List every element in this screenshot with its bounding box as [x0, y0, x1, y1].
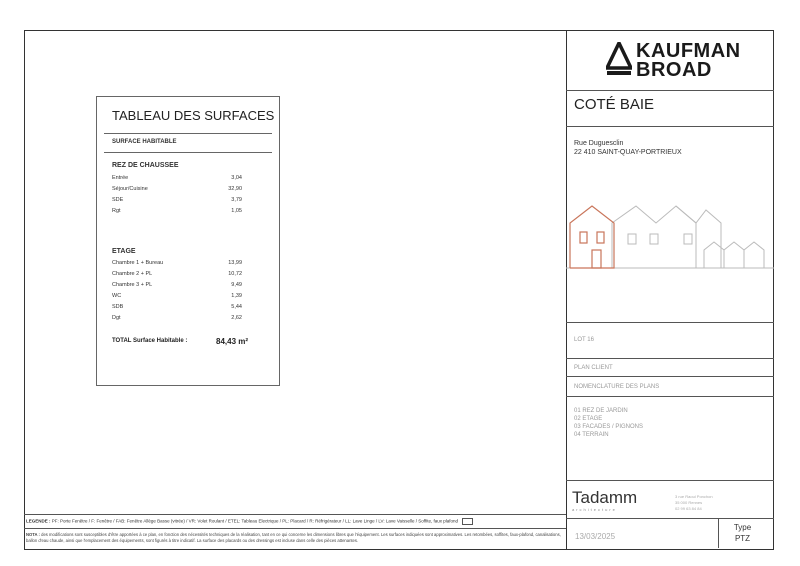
architect-address: [675, 494, 713, 512]
room-area: 5,44: [231, 304, 242, 310]
room-name: Entrée: [112, 175, 129, 181]
room-area: 2,62: [231, 315, 242, 321]
room-name: Chambre 1 + Bureau: [112, 260, 164, 266]
total-value: 84,43 m²: [216, 337, 249, 346]
lot-number: LOT 16: [574, 337, 594, 343]
room-area: 32,90: [228, 186, 242, 192]
divider: [566, 396, 774, 397]
type-value: PTZ: [734, 534, 751, 543]
table-row: [112, 175, 242, 183]
room-area: 10,72: [228, 271, 242, 277]
table-title: TABLEAU DES SURFACES: [112, 108, 275, 123]
address-city: 22 410 SAINT-QUAY-PORTRIEUX: [574, 149, 682, 156]
room-name: SDE: [112, 197, 124, 203]
plan-item: 01 REZ DE JARDIN: [574, 408, 628, 414]
table-row: [112, 260, 242, 268]
room-area: 3,79: [231, 197, 242, 203]
table-row: [112, 293, 242, 301]
room-name: WC: [112, 293, 122, 299]
note-text: des modifications sont susceptibles d'être apportées à ce plan, en fonction des nécessités techniques de la réalisation, tant en ce qui concerne les dimensions libres que l'équipement. Les surfaces indiquées sont approximatives. Les retombées, soffites, faux-plafond, canalisations, ballon d'eau chaude, ainsi que l'emplacement des équipements, sont figurés à titre indicatif. La surface des placards ou des dressings est incluse dans celle des pièces attenantes.: [26, 532, 561, 543]
architect-addr-line: 3 rue Raoul Ponchon: [675, 494, 713, 499]
type-box: [718, 518, 766, 548]
legend-strip: [24, 514, 566, 528]
address-street: Rue Duguesclin: [574, 140, 624, 147]
table-row: [112, 208, 242, 216]
table-row: [112, 282, 242, 290]
legend-text: PF: Porte Fenêtre / F: Fenêtre / FAB: Fenêtre Allège Basse (vitrée) / VR: Volet Roulant / ETEL: Tableau Electrique / PL: Placard / R: Réfrigérateur / LL: Lave Linge / LV: Lave Vaisselle / Soffite, faux plafond: [51, 518, 458, 524]
table-row: [112, 186, 242, 194]
table-row: [112, 197, 242, 205]
plan-type: PLAN CLIENT: [574, 365, 613, 371]
total-label: TOTAL Surface Habitable :: [112, 338, 188, 344]
room-area: 3,04: [231, 175, 242, 181]
room-name: Chambre 2 + PL: [112, 271, 153, 277]
plans-list: [574, 407, 643, 439]
room-name: Rgt: [112, 208, 121, 214]
brand-line2: BROAD: [636, 59, 712, 81]
room-name: Dgt: [112, 315, 121, 321]
section-etage: ETAGE: [112, 248, 136, 255]
divider: [566, 376, 774, 377]
room-name: SDB: [112, 304, 124, 310]
table-divider: [104, 152, 272, 153]
note-label: NOTA :: [26, 532, 40, 537]
nomenclature-title: NOMENCLATURE DES PLANS: [574, 384, 660, 390]
brand-triangle-icon: [606, 42, 632, 76]
total-row: [112, 338, 252, 344]
plan-item: 02 ETAGE: [574, 416, 603, 422]
plan-item: 03 FACADES / PIGNONS: [574, 424, 644, 430]
divider: [566, 126, 774, 127]
divider: [566, 358, 774, 359]
architect-addr-line: 02 99 63 84 84: [675, 506, 702, 511]
project-address: [574, 139, 682, 157]
room-area: 1,39: [231, 293, 242, 299]
brand-name: [636, 42, 741, 80]
architect-logo: Tadamm: [572, 488, 638, 507]
project-name: COTÉ BAIE: [574, 96, 655, 113]
room-name: Séjour/Cuisine: [112, 186, 148, 192]
plan-date: 13/03/2025: [575, 532, 616, 541]
room-area: 1,05: [231, 208, 242, 214]
table-row: [112, 315, 242, 323]
table-row: [112, 271, 242, 279]
type-label: Type: [733, 523, 752, 532]
table-row: [112, 304, 242, 312]
room-area: 9,49: [231, 282, 242, 288]
architect-addr-line: 35 000 Rennes: [675, 500, 703, 505]
table-divider: [104, 133, 272, 134]
room-area: 13,99: [228, 260, 242, 266]
plan-item: 04 TERRAIN: [574, 432, 609, 438]
brand-logo: [566, 30, 774, 90]
divider: [566, 480, 774, 481]
table-subtitle: SURFACE HABITABLE: [112, 139, 177, 145]
houses-elevation-illustration: [566, 198, 774, 273]
architect-sub: architecture: [572, 507, 617, 512]
checkbox-icon: [462, 518, 473, 525]
note-strip: [24, 528, 566, 550]
section-rdc: REZ DE CHAUSSEE: [112, 162, 179, 169]
divider: [566, 322, 774, 323]
brand-line1: KAUFMAN: [636, 40, 741, 62]
divider: [566, 90, 774, 91]
room-name: Chambre 3 + PL: [112, 282, 153, 288]
legend-label: LEGENDE :: [26, 518, 51, 524]
